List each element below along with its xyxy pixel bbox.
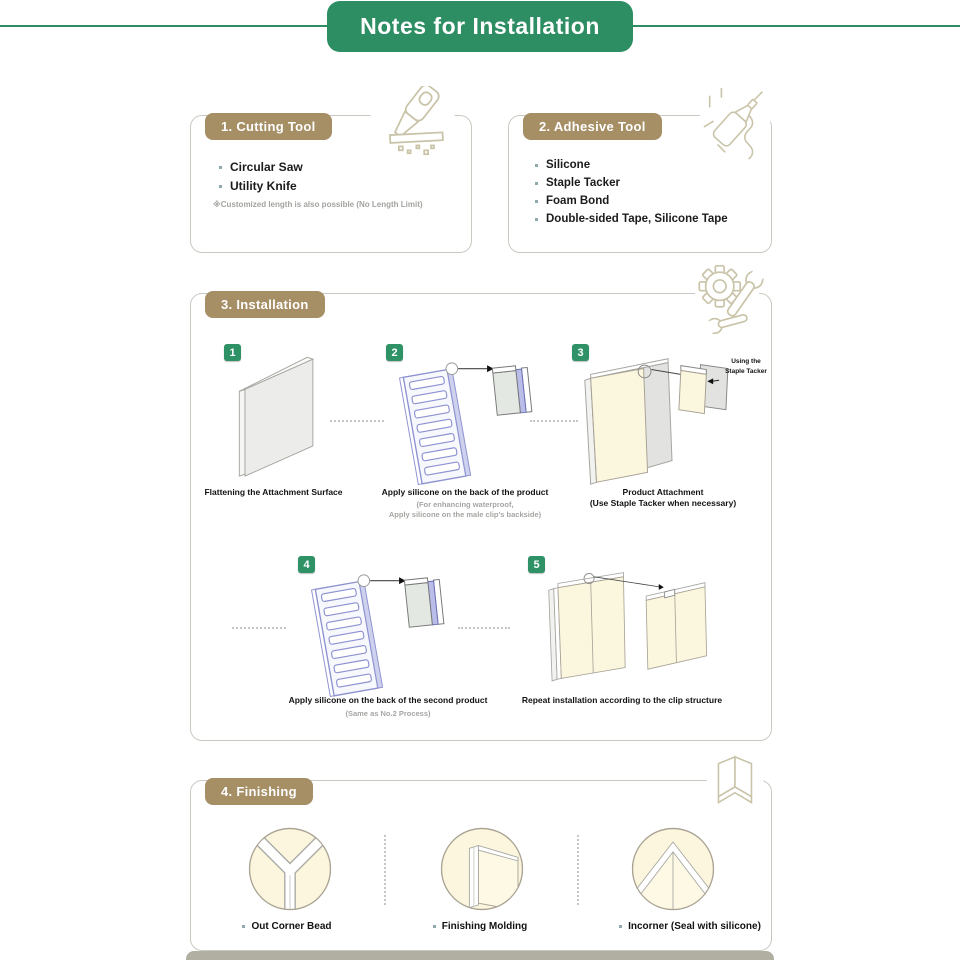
finishing-label: 4. Finishing: [205, 778, 313, 805]
step-badge-3: [572, 344, 589, 361]
adhesive-item-label: Staple Tacker: [546, 177, 620, 189]
page-title-text: Notes for Installation: [360, 13, 600, 39]
dotted-separator: [232, 627, 286, 629]
bullet-icon: [535, 200, 538, 203]
cutting-item-label: Utility Knife: [230, 179, 297, 193]
finishing-item-label: Incorner (Seal with silicone): [628, 921, 761, 932]
list-item: [535, 192, 728, 210]
finishing-circle-out-corner-bead: [245, 824, 335, 914]
bullet-icon: [535, 164, 538, 167]
dotted-separator: [330, 420, 384, 422]
step2-subcaption: (For enhancing waterproof,: [416, 500, 514, 509]
step5-caption: Repeat installation according to the clip structure: [521, 695, 723, 705]
list-item: [535, 174, 728, 192]
step2-caption-block: [370, 487, 560, 520]
adhesive-item-label: Silicone: [546, 159, 591, 171]
list-item: [219, 177, 423, 196]
step-badge-1: [224, 344, 241, 361]
silicone-tube-icon: [698, 84, 776, 164]
cutting-note: ※Customized length is also possible (No Length Limit): [213, 200, 423, 209]
step4-silicone-diagram: [300, 558, 446, 698]
step3-caption: Product Attachment: [622, 487, 704, 497]
step3-caption2: (Use Staple Tacker when necessary): [589, 498, 737, 508]
step3-caption-block: [563, 487, 763, 509]
corner-molding-icon: [698, 752, 770, 818]
step-badge-5: [528, 556, 545, 573]
step-number: 2: [391, 346, 398, 359]
dotted-separator: [458, 627, 510, 629]
step4-caption-block: [283, 695, 493, 719]
step1-panel-diagram: [226, 346, 330, 478]
step-number: 5: [533, 558, 540, 571]
utility-knife-icon: [366, 86, 460, 162]
annotation-line: Staple Tacker: [725, 368, 767, 375]
step2-caption: Apply silicone on the back of the product: [381, 487, 549, 497]
cutting-label: 1. Cutting Tool: [205, 113, 332, 140]
step2-silicone-diagram: [388, 346, 534, 486]
cutting-item-label: Circular Saw: [230, 160, 303, 174]
step4-subcaption: (Same as No.2 Process): [345, 709, 431, 718]
dotted-separator: [530, 420, 578, 422]
step5-repeat-diagram: [542, 556, 710, 690]
adhesive-label: 2. Adhesive Tool: [523, 113, 662, 140]
finishing-circle-finishing-molding: [437, 824, 527, 914]
finishing-caption-1: [212, 921, 362, 932]
step-number: 4: [303, 558, 310, 571]
page-title: [327, 1, 633, 52]
bullet-icon: [242, 925, 245, 928]
step-badge-2: [386, 344, 403, 361]
step-number: 1: [229, 346, 236, 359]
installation-label: 3. Installation: [205, 291, 325, 318]
adhesive-item-label: Double-sided Tape, Silicone Tape: [546, 213, 728, 225]
finishing-item-label: Finishing Molding: [441, 921, 528, 932]
finishing-caption-2: [405, 921, 555, 932]
finishing-item-label: Out Corner Bead: [251, 921, 332, 932]
bullet-icon: [619, 925, 622, 928]
bullet-icon: [535, 182, 538, 185]
finishing-circle-incorner: [628, 824, 718, 914]
step-badge-4: [298, 556, 315, 573]
cutting-list: [213, 158, 423, 209]
step1-caption: Flattening the Attachment Surface: [204, 487, 343, 497]
annotation-line: Using the: [731, 358, 761, 365]
dotted-separator: [577, 835, 579, 905]
bullet-icon: [535, 218, 538, 221]
adhesive-item-label: Foam Bond: [546, 195, 610, 207]
bullet-icon: [219, 185, 222, 188]
step2-subcaption: Apply silicone on the male clip's backside): [388, 510, 542, 519]
list-item: [535, 210, 728, 228]
bottom-bar: [186, 951, 774, 960]
step3-annotation: [718, 357, 774, 377]
step-number: 3: [577, 346, 584, 359]
bullet-icon: [219, 166, 222, 169]
bullet-icon: [433, 925, 436, 928]
gear-wrench-icon: [692, 260, 764, 334]
adhesive-list: [535, 156, 728, 228]
step4-caption: Apply silicone on the back of the second product: [288, 695, 488, 705]
finishing-caption-3: [600, 921, 780, 932]
dotted-separator: [384, 835, 386, 905]
